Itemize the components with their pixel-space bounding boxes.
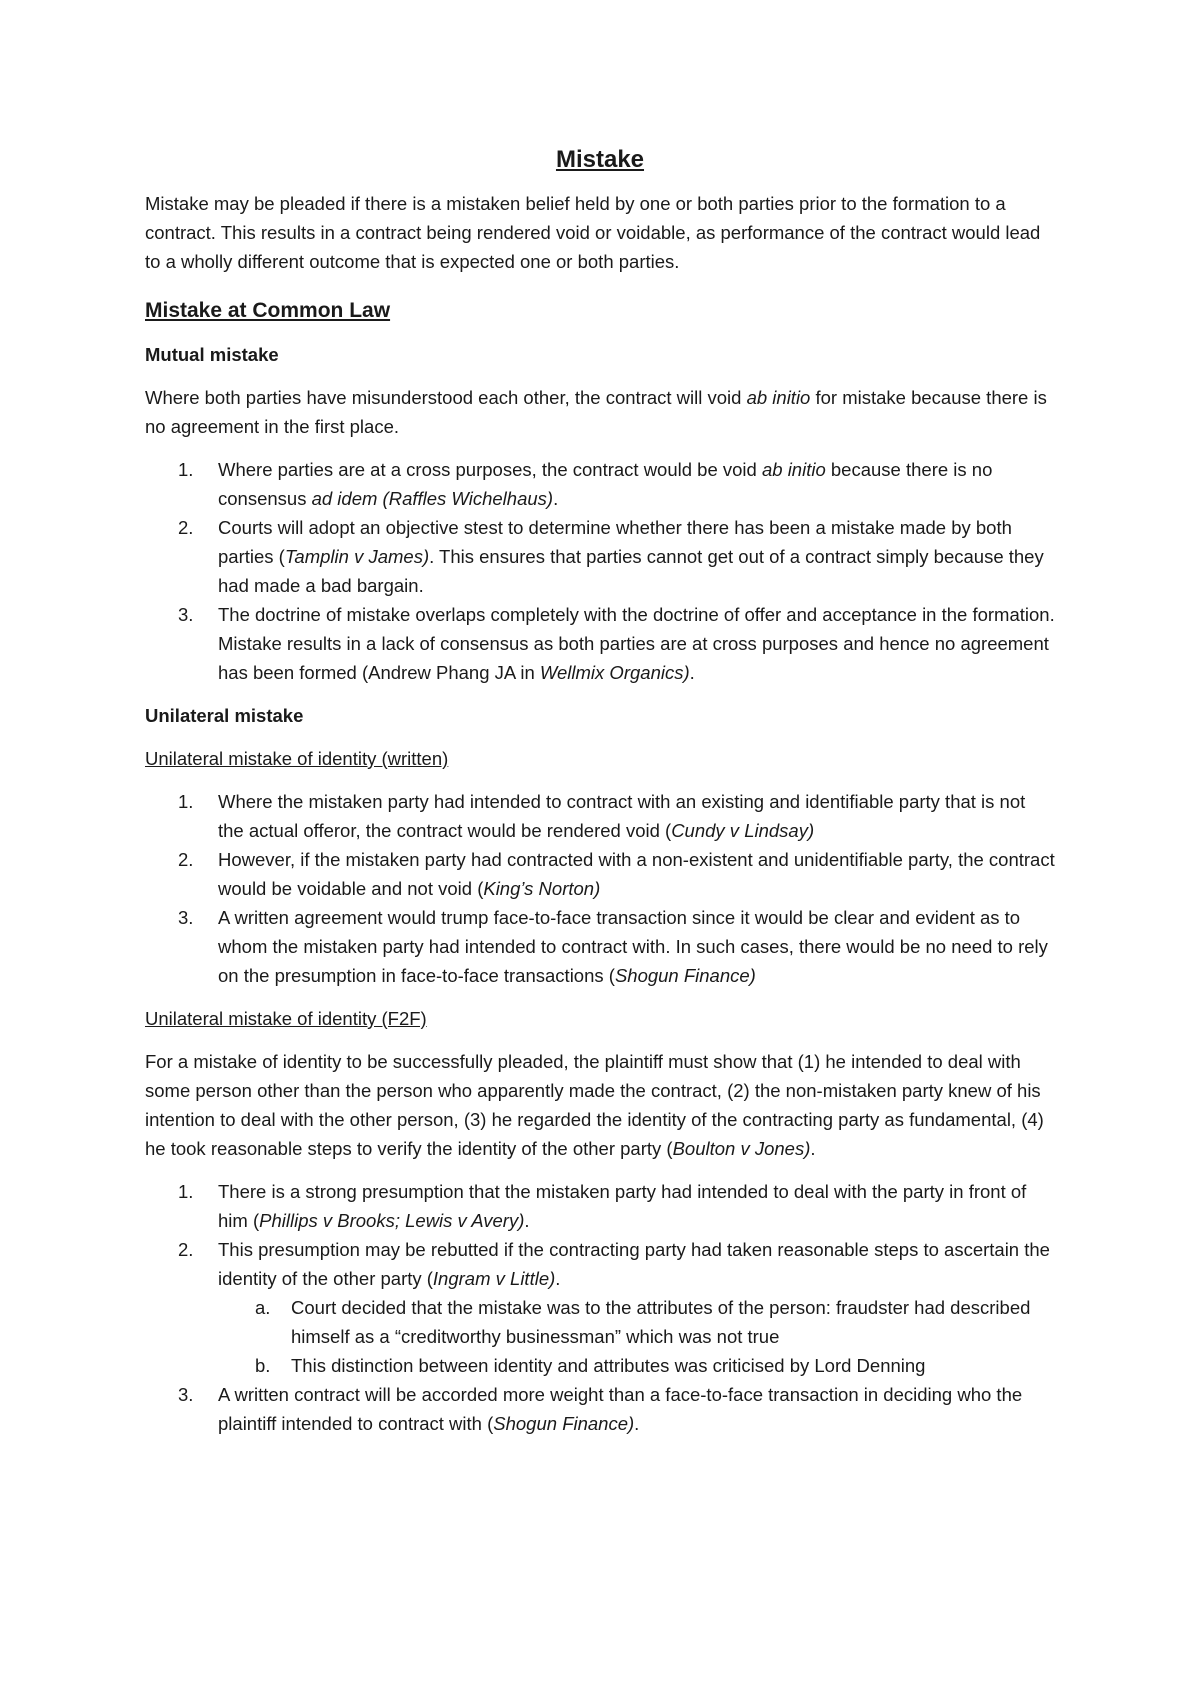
sub-list-item: a. Court decided that the mistake was to the attributes of the person: fraudster had described himself as a “creditworthy businessman” which was not true (255, 1297, 1031, 1347)
document-page (145, 145, 1055, 1452)
sub-list (218, 1293, 1055, 1380)
list-item: 2. This presumption may be rebutted if the contracting party had taken reasonable steps to ascertain the identity of the other party (Ingram v Little). a. Court decided that the mistake was to the attributes of the person: fraudster had described himself as a “creditworthy businessman” which was not true b. This distinction between identity and attributes was criticised by Lord Denning (145, 1235, 1055, 1380)
intro-paragraph: Mistake may be pleaded if there is a mistaken belief held by one or both parties prior to the formation to a contract. This results in a contract being rendered void or voidable, as performance of the contract would lead to a wholly different outcome that is expected one or both parties. (145, 193, 1041, 272)
mutual-mistake-list (145, 455, 1055, 687)
list-item: 1. There is a strong presumption that the mistaken party had intended to deal with the party in front of him (Phillips v Brooks; Lewis v Avery). (178, 1181, 1027, 1231)
list-item: 1. Where the mistaken party had intended to contract with an existing and identifiable party that is not the actual offeror, the contract would be rendered void (Cundy v Lindsay) (178, 791, 1026, 841)
unilateral-f2f-heading: Unilateral mistake of identity (F2F) (145, 1008, 427, 1029)
list-item: 3. The doctrine of mistake overlaps completely with the doctrine of offer and acceptance in the formation. Mistake results in a lack of consensus as both parties are at cross purposes and hence no agreement has been formed (Andrew Phang JA in Wellmix Organics). (178, 604, 1055, 683)
list-item: 3. A written contract will be accorded more weight than a face-to-face transaction in deciding who the plaintiff intended to contract with (Shogun Finance). (178, 1384, 1023, 1434)
mutual-mistake-intro: Where both parties have misunderstood each other, the contract will void ab initio for mistake because there is no agreement in the first place. (145, 387, 1047, 437)
unilateral-f2f-intro: For a mistake of identity to be successfully pleaded, the plaintiff must show that (1) he intended to deal with some person other than the person who apparently made the contract, (2) the non-mistaken party knew of his intention to deal with the other person, (3) he regarded the identity of the contracting party as fundamental, (4) he took reasonable steps to verify the identity of the other party (Boulton v Jones). (145, 1051, 1044, 1159)
sub-list-item: b. This distinction between identity and attributes was criticised by Lord Denning (255, 1355, 926, 1376)
unilateral-written-heading: Unilateral mistake of identity (written) (145, 748, 449, 769)
unilateral-mistake-heading: Unilateral mistake (145, 705, 304, 726)
list-item: 1. Where parties are at a cross purposes, the contract would be void ab initio because there is no consensus ad idem (Raffles Wichelhaus). (178, 459, 993, 509)
mutual-mistake-heading: Mutual mistake (145, 344, 279, 365)
list-item: 2. However, if the mistaken party had contracted with a non-existent and unidentifiable party, the contract would be voidable and not void (King’s Norton) (178, 849, 1055, 899)
list-item: 3. A written agreement would trump face-to-face transaction since it would be clear and evident as to whom the mistaken party had intended to contract with. In such cases, there would be no need to rely on the presumption in face-to-face transactions (Shogun Finance) (178, 907, 1048, 986)
list-item: 2. Courts will adopt an objective stest to determine whether there has been a mistake made by both parties (Tamplin v James). This ensures that parties cannot get out of a contract simply because they had made a bad bargain. (178, 517, 1044, 596)
unilateral-f2f-list (145, 1177, 1055, 1438)
page-title: Mistake (555, 146, 645, 173)
section-heading-common-law: Mistake at Common Law (145, 299, 391, 322)
unilateral-written-list (145, 787, 1055, 990)
